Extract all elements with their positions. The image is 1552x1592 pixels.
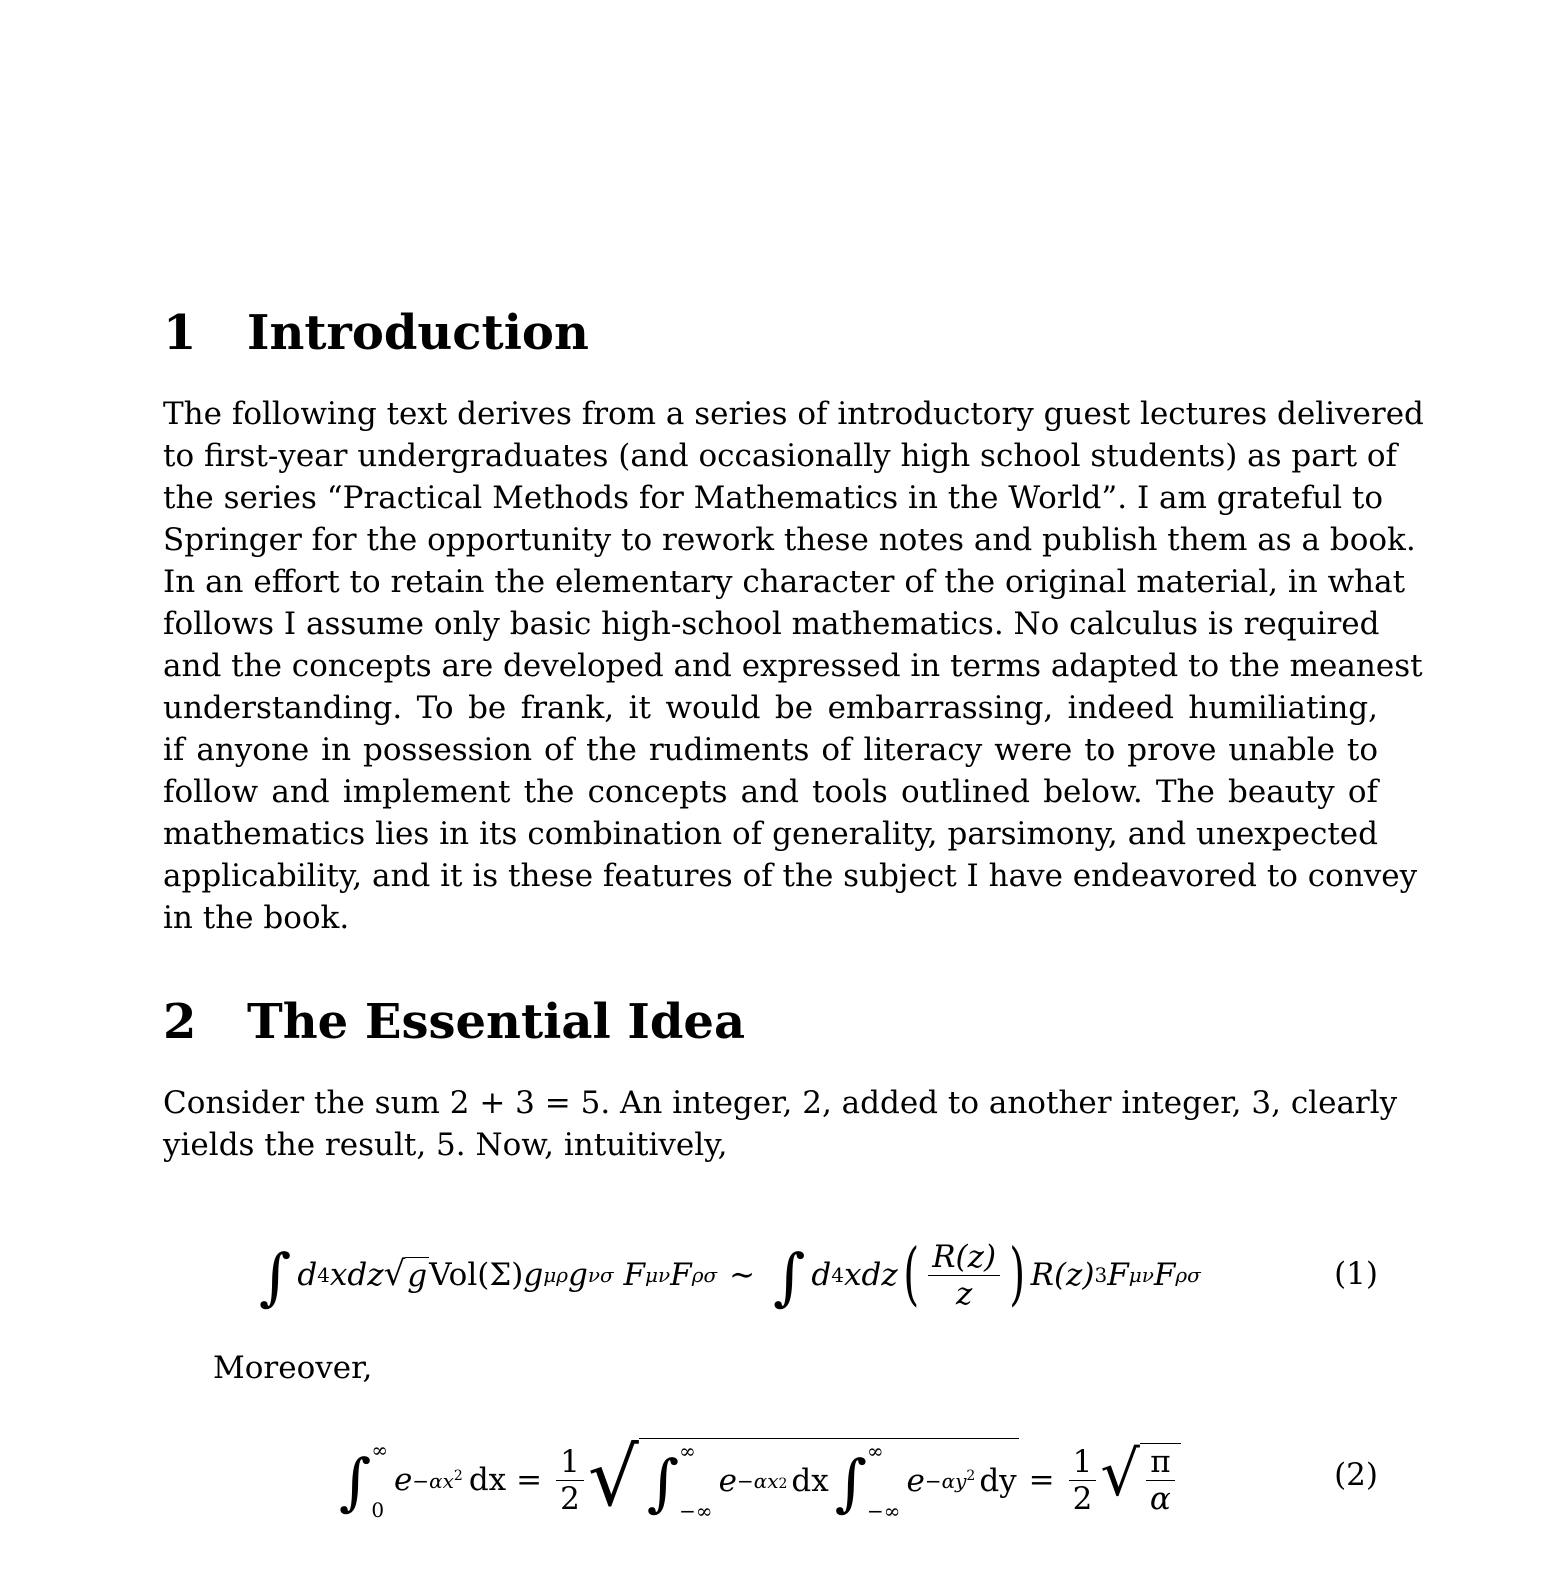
equation-number: (1) bbox=[1334, 1256, 1378, 1292]
fraction-denominator: 2 bbox=[560, 1480, 580, 1517]
math-symbol: g bbox=[567, 1257, 588, 1293]
radicand bbox=[1140, 1443, 1181, 1517]
fraction bbox=[928, 1239, 1000, 1312]
math-symbol: F bbox=[1153, 1257, 1176, 1293]
square-root bbox=[587, 1430, 1019, 1524]
paragraph-line: follows I assume only basic high-school mathematics. No calculus is required bbox=[163, 606, 1380, 642]
integral-sign: ∫ bbox=[646, 1445, 680, 1519]
section-number: 1 bbox=[163, 305, 197, 361]
math-superscript bbox=[925, 1468, 975, 1493]
math-superscript: 4 bbox=[317, 1263, 330, 1287]
radical-sign: √ bbox=[383, 1253, 406, 1294]
equation-number: (2) bbox=[1334, 1457, 1378, 1493]
radical-sign: √ bbox=[587, 1430, 639, 1524]
math-superscript: μρ bbox=[543, 1263, 568, 1287]
section-heading-introduction bbox=[163, 303, 589, 363]
paragraph-line: yields the result, 5. Now, intuitively, bbox=[163, 1127, 728, 1163]
exponent-square: 2 bbox=[778, 1475, 788, 1492]
paragraph-line: to first-year undergraduates (and occasionally high school students) as part of bbox=[163, 438, 1398, 474]
paragraph-line: applicability, and it is these features of the subject I have endeavored to convey bbox=[163, 858, 1418, 894]
math-superscript: 3 bbox=[1094, 1263, 1108, 1287]
math-subscript: μν bbox=[1128, 1263, 1154, 1287]
paragraph-line: The following text derives from a series of introductory guest lectures delivered bbox=[163, 396, 1424, 432]
math-subscript: ρσ bbox=[691, 1263, 718, 1287]
math-symbol: F bbox=[623, 1257, 646, 1293]
paragraph-line: the series “Practical Methods for Mathematics in the World”. I am grateful to bbox=[163, 480, 1384, 516]
fraction-numerator: 1 bbox=[1069, 1444, 1097, 1481]
math-symbol: d bbox=[811, 1257, 832, 1293]
exponent-square: 2 bbox=[453, 1467, 463, 1484]
equation-1 bbox=[163, 1225, 1378, 1325]
math-symbol: xdz bbox=[844, 1257, 898, 1293]
math-symbol: e bbox=[906, 1462, 925, 1499]
integral-sign: ∫ bbox=[259, 1240, 292, 1313]
math-superscript bbox=[412, 1468, 462, 1493]
integral-sign: ∫ bbox=[773, 1240, 806, 1313]
exponent: −αx bbox=[736, 1468, 779, 1493]
section-heading-essential-idea bbox=[163, 992, 745, 1052]
math-symbol: dy bbox=[979, 1462, 1017, 1499]
upper-limit: ∞ bbox=[867, 1438, 884, 1463]
math-relation: = bbox=[1028, 1462, 1055, 1498]
fraction bbox=[556, 1444, 584, 1517]
math-relation: ∼ bbox=[729, 1257, 756, 1293]
fraction bbox=[1146, 1444, 1175, 1517]
paragraph-line: if anyone in possession of the rudiments of literacy were to prove unable to bbox=[163, 732, 1378, 768]
integral-sign: ∫ bbox=[339, 1445, 372, 1518]
math-superscript bbox=[737, 1469, 787, 1493]
math-symbol: e bbox=[393, 1462, 413, 1498]
math-symbol: F bbox=[670, 1257, 692, 1293]
exponent: −αx bbox=[412, 1468, 454, 1493]
section-title: The Essential Idea bbox=[247, 994, 746, 1050]
exponent: −αy bbox=[924, 1469, 967, 1493]
moreover-text: Moreover, bbox=[213, 1350, 373, 1386]
square-root bbox=[1100, 1437, 1180, 1517]
math-relation: = bbox=[516, 1462, 543, 1498]
introduction-paragraph bbox=[163, 393, 1424, 939]
math-symbol: g bbox=[407, 1257, 428, 1294]
math-symbol: xdz bbox=[329, 1257, 384, 1293]
radical-sign: √ bbox=[1100, 1437, 1140, 1510]
equation-1-body bbox=[253, 1225, 1201, 1325]
right-paren: ) bbox=[1009, 1235, 1026, 1314]
equation-2 bbox=[163, 1425, 1378, 1535]
paragraph-line: In an effort to retain the elementary character of the original material, in what bbox=[163, 564, 1406, 600]
lower-limit: −∞ bbox=[679, 1498, 713, 1523]
math-symbol: R(z) bbox=[1030, 1257, 1095, 1293]
math-subscript: ρσ bbox=[1175, 1263, 1201, 1287]
upper-limit: ∞ bbox=[371, 1438, 388, 1462]
left-paren: ( bbox=[902, 1235, 919, 1314]
fraction-numerator: π bbox=[1146, 1444, 1174, 1481]
fraction-denominator: z bbox=[955, 1275, 973, 1312]
essential-idea-paragraph bbox=[163, 1082, 1398, 1166]
math-superscript: 4 bbox=[831, 1263, 844, 1287]
math-subscript: μν bbox=[645, 1263, 671, 1287]
paragraph-line: Springer for the opportunity to rework these notes and publish them as a book. bbox=[163, 522, 1416, 558]
math-superscript: νσ bbox=[587, 1263, 614, 1287]
paragraph-line: in the book. bbox=[163, 900, 350, 936]
upper-limit: ∞ bbox=[679, 1438, 696, 1463]
lower-limit: 0 bbox=[371, 1498, 385, 1522]
lower-limit: −∞ bbox=[867, 1498, 901, 1523]
math-symbol: Vol(Σ) bbox=[429, 1257, 524, 1293]
math-symbol: e bbox=[718, 1462, 737, 1499]
integral-limits bbox=[371, 1438, 388, 1522]
integral-limits bbox=[679, 1439, 712, 1523]
radicand bbox=[639, 1438, 1019, 1523]
square-root bbox=[383, 1253, 430, 1294]
math-symbol: d bbox=[297, 1257, 318, 1293]
fraction-numerator: 1 bbox=[556, 1444, 584, 1481]
paragraph-line: understanding. To be frank, it would be embarrassing, indeed humiliating, bbox=[163, 690, 1378, 726]
section-number: 2 bbox=[163, 994, 197, 1050]
equation-2-body bbox=[333, 1425, 1181, 1535]
paragraph-line: mathematics lies in its combination of generality, parsimony, and unexpected bbox=[163, 816, 1378, 852]
paragraph-line: Consider the sum 2 + 3 = 5. An integer, 2, added to another integer, 3, clearly bbox=[163, 1085, 1398, 1121]
fraction-denominator: 2 bbox=[1072, 1480, 1093, 1517]
math-symbol: g bbox=[523, 1257, 544, 1293]
fraction bbox=[1069, 1444, 1097, 1517]
math-symbol: dx bbox=[791, 1462, 829, 1499]
fraction-numerator: R(z) bbox=[928, 1239, 1000, 1276]
integral-limits bbox=[867, 1439, 900, 1523]
section-title: Introduction bbox=[247, 305, 589, 361]
integral-sign: ∫ bbox=[834, 1445, 868, 1519]
fraction-denominator: α bbox=[1149, 1481, 1171, 1517]
exponent-square: 2 bbox=[966, 1468, 976, 1484]
paragraph-line: and the concepts are developed and expressed in terms adapted to the meanest bbox=[163, 648, 1423, 684]
math-symbol: F bbox=[1107, 1257, 1129, 1293]
math-symbol: dx bbox=[468, 1462, 507, 1498]
paragraph-line: follow and implement the concepts and tools outlined below. The beauty of bbox=[163, 774, 1378, 810]
